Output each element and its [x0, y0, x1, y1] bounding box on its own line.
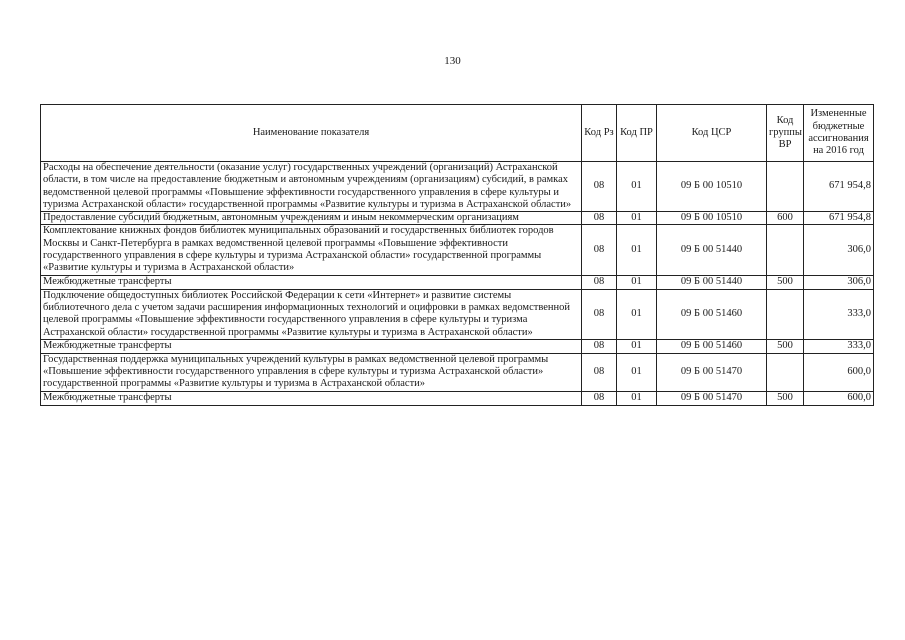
row-pr: 01	[617, 275, 657, 289]
table-row	[41, 275, 874, 289]
row-vr	[767, 225, 804, 275]
row-csr: 09 Б 00 10510	[657, 162, 767, 212]
row-name: Подключение общедоступных библиотек Российской Федерации к сети «Интернет» и развитие системы библиотечного дела с учетом задачи расширения информационных технологий и оцифровки в рамках ведомственной целевой программы «Повышение эффективности государственного управления в сфере культуры и туризма Астраханской области» государственной программы «Развитие культуры и туризма в Астраханской области»	[41, 289, 582, 339]
row-vr	[767, 353, 804, 391]
row-name: Расходы на обеспечение деятельности (оказание услуг) государственных учреждений (организаций) Астраханской области, в том числе на предоставление бюджетным и автономным учреждениям (организациям) субсидий, в рамках ведомственной целевой программы «Повышение эффективности государственного управления в сфере культуры и туризма Астраханской области» государственной программы «Развитие культуры и туризма в Астраханской области»	[41, 162, 582, 212]
table-row	[41, 225, 874, 275]
header-vr: Код группы ВР	[767, 105, 804, 162]
row-name: Государственная поддержка муниципальных учреждений культуры в рамках ведомственной целевой программы «Повышение эффективности государственного управления в сфере культуры и туризма Астраханской области» государственной программы «Развитие культуры и туризма в Астраханской области»	[41, 353, 582, 391]
row-vr: 500	[767, 275, 804, 289]
row-name: Межбюджетные трансферты	[41, 391, 582, 405]
table-row	[41, 212, 874, 225]
table-row	[41, 289, 874, 339]
row-rz: 08	[582, 353, 617, 391]
row-rz: 08	[582, 391, 617, 405]
row-rz: 08	[582, 275, 617, 289]
row-pr: 01	[617, 339, 657, 353]
row-pr: 01	[617, 289, 657, 339]
row-rz: 08	[582, 339, 617, 353]
row-vr: 600	[767, 212, 804, 225]
header-csr: Код ЦСР	[657, 105, 767, 162]
row-name: Предоставление субсидий бюджетным, автономным учреждениям и иным некоммерческим организациям	[41, 212, 582, 225]
row-rz: 08	[582, 225, 617, 275]
row-pr: 01	[617, 353, 657, 391]
row-name: Межбюджетные трансферты	[41, 275, 582, 289]
row-amount: 600,0	[804, 353, 874, 391]
row-rz: 08	[582, 289, 617, 339]
row-vr	[767, 162, 804, 212]
table-row	[41, 353, 874, 391]
header-name: Наименование показателя	[41, 105, 582, 162]
row-vr: 500	[767, 339, 804, 353]
row-name: Комплектование книжных фондов библиотек муниципальных образований и государственных библиотек городов Москвы и Санкт-Петербурга в рамках ведомственной целевой программы «Повышение эффективности государственного управления в сфере культуры и туризма Астраханской области» государственной программы «Развитие культуры и туризма в Астраханской области»	[41, 225, 582, 275]
row-csr: 09 Б 00 51440	[657, 275, 767, 289]
header-pr: Код ПР	[617, 105, 657, 162]
budget-table	[40, 104, 874, 406]
table-row	[41, 391, 874, 405]
page-number: 130	[444, 55, 461, 67]
table-row	[41, 162, 874, 212]
row-amount: 333,0	[804, 289, 874, 339]
header-amount: Измененные бюджетные ассигнования на 2016 год	[804, 105, 874, 162]
row-amount: 306,0	[804, 225, 874, 275]
row-name: Межбюджетные трансферты	[41, 339, 582, 353]
row-pr: 01	[617, 162, 657, 212]
row-pr: 01	[617, 212, 657, 225]
row-vr	[767, 289, 804, 339]
row-csr: 09 Б 00 51460	[657, 289, 767, 339]
table-row	[41, 339, 874, 353]
row-csr: 09 Б 00 10510	[657, 212, 767, 225]
header-rz: Код Рз	[582, 105, 617, 162]
row-csr: 09 Б 00 51440	[657, 225, 767, 275]
row-rz: 08	[582, 162, 617, 212]
row-csr: 09 Б 00 51470	[657, 391, 767, 405]
row-amount: 671 954,8	[804, 212, 874, 225]
row-csr: 09 Б 00 51460	[657, 339, 767, 353]
row-csr: 09 Б 00 51470	[657, 353, 767, 391]
row-amount: 333,0	[804, 339, 874, 353]
row-amount: 600,0	[804, 391, 874, 405]
row-amount: 671 954,8	[804, 162, 874, 212]
row-pr: 01	[617, 391, 657, 405]
row-amount: 306,0	[804, 275, 874, 289]
row-pr: 01	[617, 225, 657, 275]
row-vr: 500	[767, 391, 804, 405]
table-header-row	[41, 105, 874, 162]
row-rz: 08	[582, 212, 617, 225]
